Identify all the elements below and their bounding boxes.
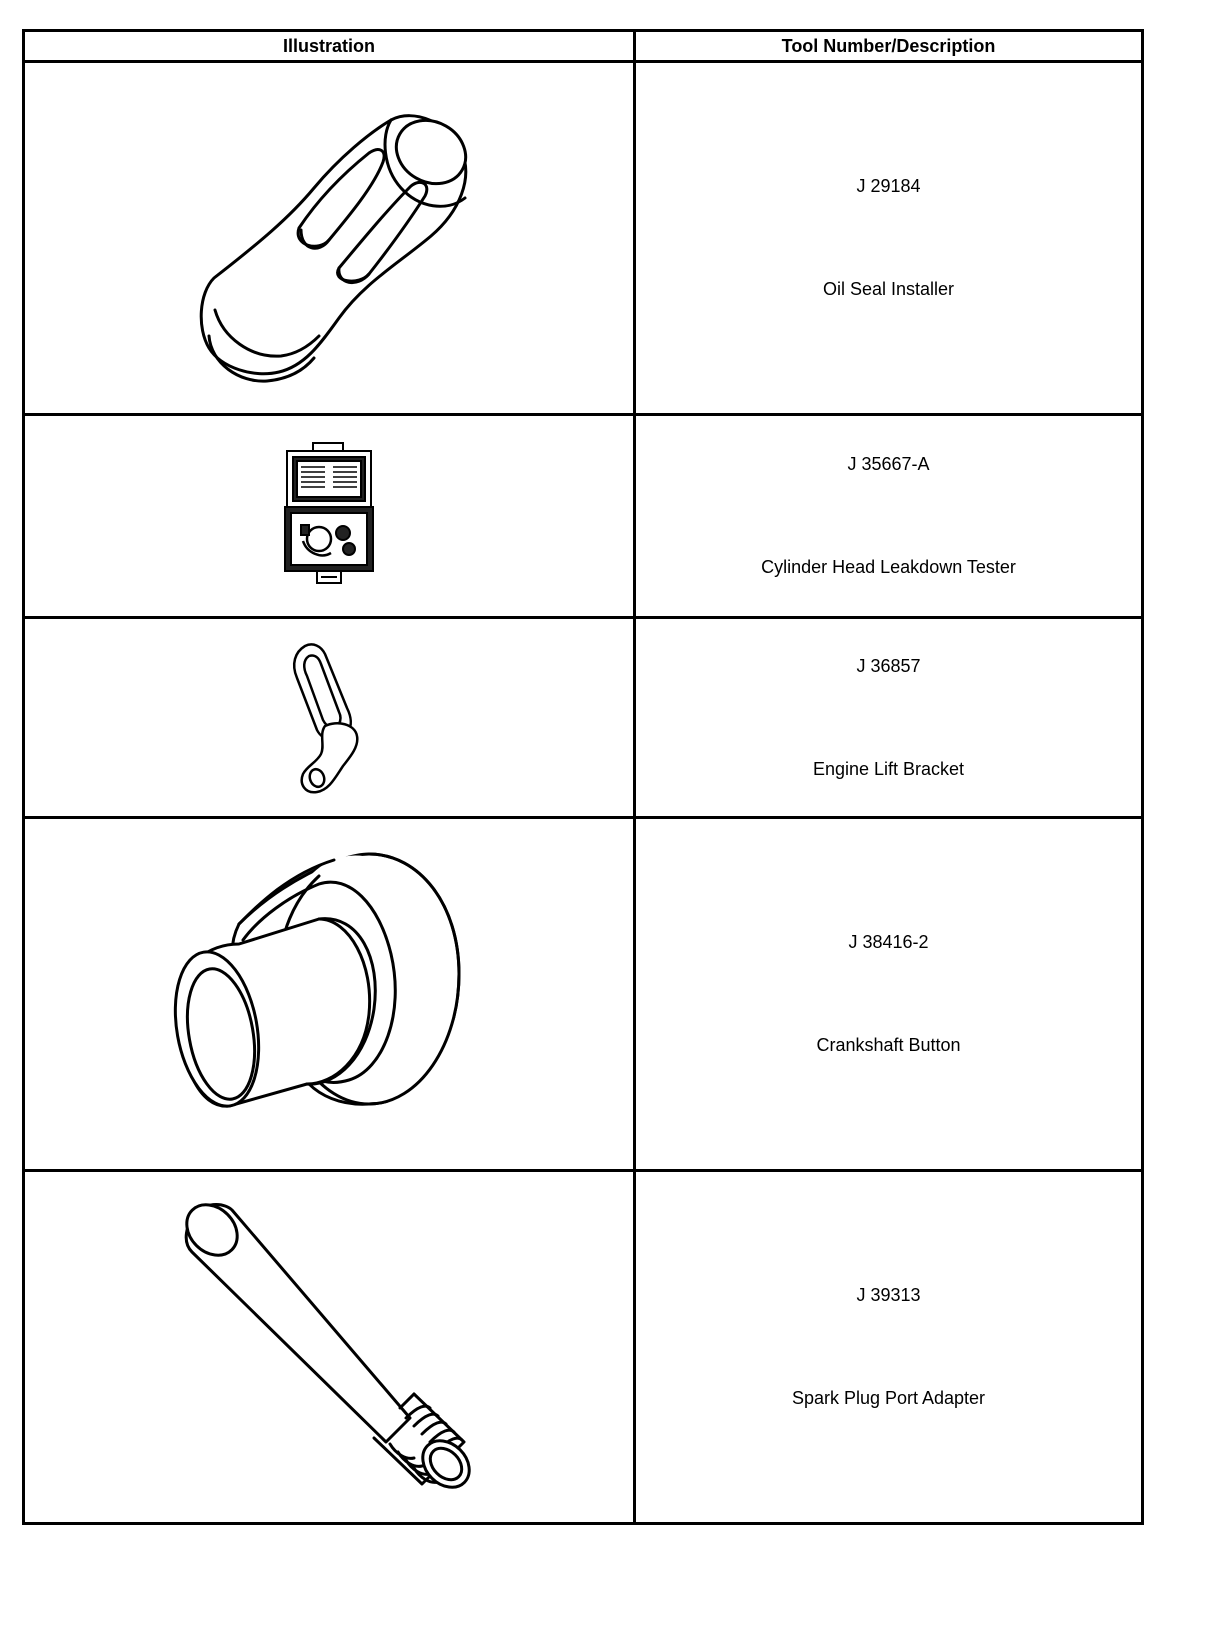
spark-plug-adapter-icon: [174, 1192, 484, 1502]
header-row: [24, 31, 1143, 62]
illustration-cell: [24, 62, 635, 415]
illustration-cell: [24, 818, 635, 1171]
tool-number: J 35667-A: [847, 454, 930, 474]
description-cell: [635, 618, 1143, 818]
illustration-cell: [24, 1171, 635, 1524]
tool-number: J 36857: [856, 655, 921, 676]
illustration-cell: [24, 618, 635, 818]
table-row: [24, 1171, 1143, 1524]
tool-description: Engine Lift Bracket: [812, 758, 965, 779]
table-row: [24, 618, 1143, 818]
table-row: [24, 415, 1143, 618]
tool-description: Cylinder Head Leakdown Tester: [761, 557, 1016, 577]
special-tools-table: [22, 29, 1144, 1525]
engine-lift-bracket-icon: [281, 638, 377, 798]
oil-seal-installer-icon: [169, 78, 489, 398]
crankshaft-button-icon: [169, 844, 489, 1144]
tool-number: J 29184: [856, 176, 921, 196]
table-row: [24, 62, 1143, 415]
illustration-header: Illustration: [24, 31, 635, 62]
leakdown-tester-case-icon: [281, 441, 377, 591]
description-cell: [635, 62, 1143, 415]
description-cell: [635, 1171, 1143, 1524]
illustration-cell: [24, 415, 635, 618]
tool-description: Oil Seal Installer: [822, 279, 955, 299]
tool-number: J 38416-2: [848, 932, 929, 952]
tool-header: Tool Number/Description: [635, 31, 1143, 62]
tool-description: Spark Plug Port Adapter: [791, 1388, 986, 1408]
tool-description: Crankshaft Button: [816, 1035, 961, 1055]
description-cell: [635, 818, 1143, 1171]
tool-number: J 39313: [856, 1285, 921, 1305]
table-row: [24, 818, 1143, 1171]
description-cell: [635, 415, 1143, 618]
